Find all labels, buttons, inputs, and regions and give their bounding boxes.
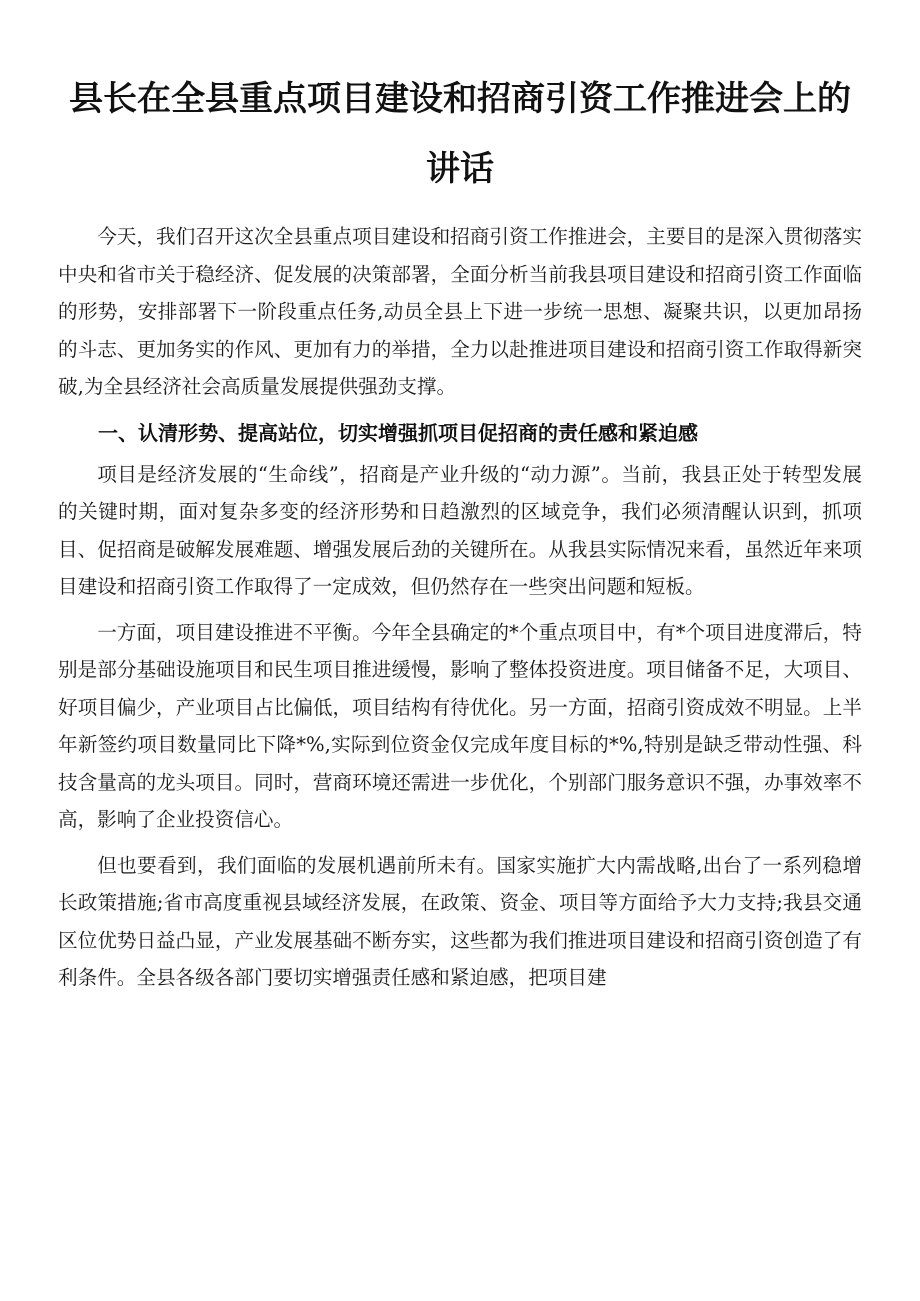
section1-paragraph-1: 项目是经济发展的“生命线”，招商是产业升级的“动力源”。当前，我县正处于转型发展的关键时期，面对复杂多变的经济形势和日趋激烈的区域竞争，我们必须清醒认识到，抓项目、促招商是破解发展难题、增强发展后劲的关键所在。从我县实际情况来看，虽然近年来项目建设和招商引资工作取得了一定成效，但仍然存在一些突出问题和短板。 xyxy=(58,462,862,598)
document-title: 县长在全县重点项目建设和招商引资工作推进会上的讲话 xyxy=(69,79,851,189)
section1-paragraph-2: 一方面，项目建设推进不平衡。今年全县确定的*个重点项目中，有*个项目进度滞后，特别是部分基础设施项目和民生项目推进缓慢，影响了整体投资进度。项目储备不足，大项目、好项目偏少，产业项目占比偏低，项目结构有待优化。另一方面，招商引资成效不明显。上半年新签约项目数量同比下降*%,实际到位资金仅完成年度目标的*%,特别是缺乏带动性强、科技含量高的龙头项目。同时，营商环境还需进一步优化，个别部门服务意识不强，办事效率不高，影响了企业投资信心。 xyxy=(58,620,862,831)
section-heading-1: 一、认清形势、提高站位，切实增强抓项目促招商的责任感和紧迫感 xyxy=(98,420,698,445)
intro-paragraph: 今天，我们召开这次全县重点项目建设和招商引资工作推进会，主要目的是深入贯彻落实中央和省市关于稳经济、促发展的决策部署，全面分析当前我县项目建设和招商引资工作面临的形势，安排部署下一阶段重点任务,动员全县上下进一步统一思想、凝聚共识，以更加昂扬的斗志、更加务实的作风、更加有力的举措，全力以赴推进项目建设和招商引资工作取得新突破,为全县经济社会高质量发展提供强劲支撑。 xyxy=(58,225,862,398)
section1-paragraph-3: 但也要看到，我们面临的发展机遇前所未有。国家实施扩大内需战略,出台了一系列稳增长政策措施;省市高度重视县域经济发展，在政策、资金、项目等方面给予大力支持;我县交通区位优势日益凸显，产业发展基础不断夯实，这些都为我们推进项目建设和招商引资创造了有利条件。全县各级各部门要切实增强责任感和紧迫感，把项目建 xyxy=(58,853,862,989)
